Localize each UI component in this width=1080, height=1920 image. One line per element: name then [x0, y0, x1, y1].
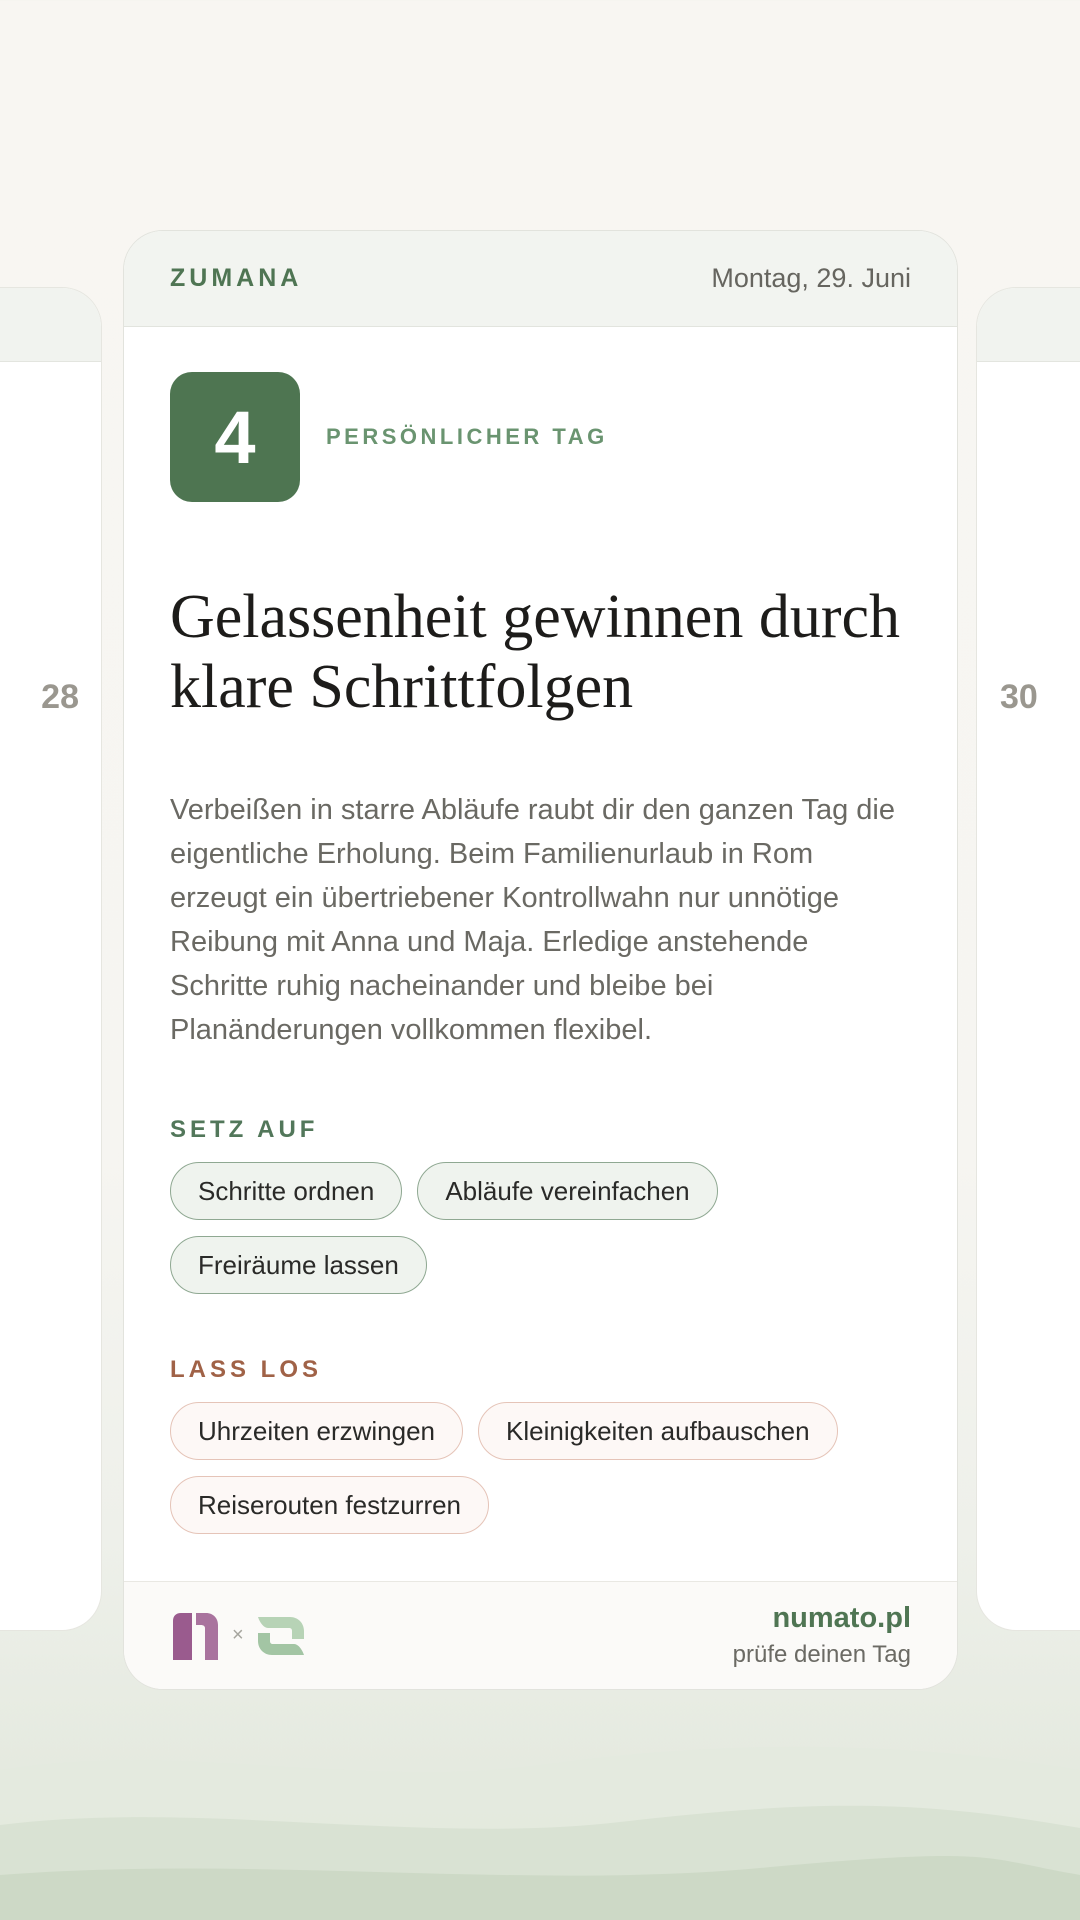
- day-type-label: PERSÖNLICHER TAG: [326, 424, 608, 449]
- card-body: [124, 327, 957, 1534]
- focus-chip[interactable]: Abläufe vereinfachen: [417, 1162, 717, 1220]
- partner-logos: [170, 1611, 306, 1661]
- focus-section-label: SETZ AUF: [170, 1116, 319, 1143]
- day-number-badge: 4: [170, 372, 300, 502]
- release-chip[interactable]: Kleinigkeiten aufbauschen: [478, 1402, 838, 1460]
- previous-day-number: 28: [41, 678, 79, 716]
- release-chip[interactable]: Uhrzeiten erzwingen: [170, 1402, 463, 1460]
- day-row: [170, 372, 911, 502]
- next-day-card-header: [977, 288, 1080, 362]
- card-header: [124, 231, 957, 327]
- previous-day-card-header: [0, 288, 101, 362]
- brand-name: ZUMANA: [170, 264, 303, 292]
- day-card: [123, 230, 958, 1690]
- next-day-number: 30: [1000, 678, 1038, 716]
- date-label: Montag, 29. Juni: [711, 263, 911, 293]
- release-section-label: LASS LOS: [170, 1356, 323, 1383]
- focus-chip[interactable]: Freiräume lassen: [170, 1236, 427, 1294]
- site-link[interactable]: numato.pl: [772, 1602, 911, 1634]
- green-loop-logo-icon: [256, 1611, 306, 1661]
- purple-arch-logo-icon: [170, 1611, 220, 1661]
- footer-link-block[interactable]: [733, 1602, 911, 1669]
- site-tagline: prüfe deinen Tag: [732, 1641, 911, 1668]
- release-chip[interactable]: Reiserouten festzurren: [170, 1476, 489, 1534]
- release-chips: [170, 1402, 890, 1534]
- previous-day-card[interactable]: [0, 287, 102, 1631]
- focus-chip[interactable]: Schritte ordnen: [170, 1162, 402, 1220]
- focus-chips: [170, 1162, 890, 1294]
- card-footer: [124, 1581, 957, 1689]
- headline: Gelassenheit gewinnen durch klare Schrittfolgen: [170, 583, 900, 721]
- description: Verbeißen in starre Abläufe raubt dir den ganzen Tag die eigentliche Erholung. Beim Familienurlaub in Rom erzeugt ein übertriebener Kontrollwahn nur unnötige Reibung mit Anna und Maja. Erledige anstehende Schritte ruhig nacheinander und bleibe bei Planänderungen vollkommen flexibel.: [170, 794, 895, 1046]
- next-day-card[interactable]: [976, 287, 1080, 1631]
- logo-separator: ×: [232, 1624, 244, 1646]
